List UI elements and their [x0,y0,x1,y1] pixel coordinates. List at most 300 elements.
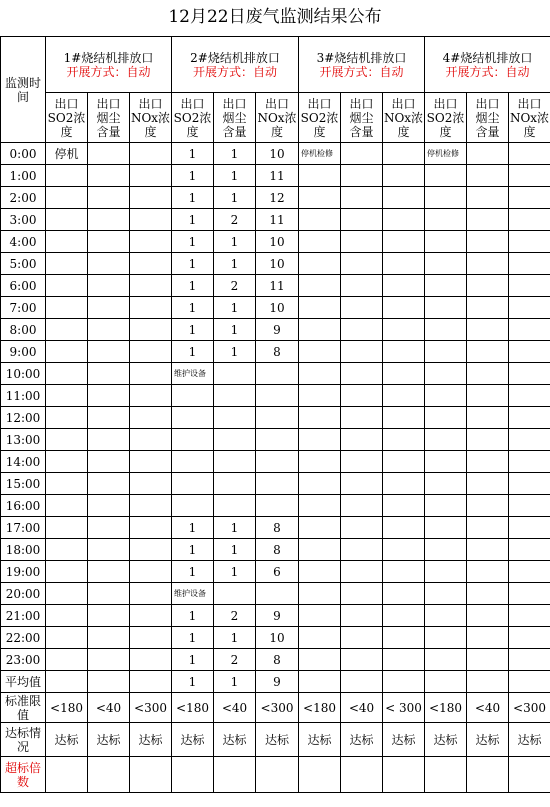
value-cell [425,297,467,319]
value-cell [383,253,425,275]
value-cell [509,517,550,539]
value-cell [299,605,341,627]
value-cell [299,363,341,385]
value-cell: 1 [214,671,256,693]
value-cell: 1 [172,627,214,649]
value-cell [383,561,425,583]
value-cell [509,473,550,495]
value-cell [467,143,509,165]
value-cell: <40 [214,693,256,723]
value-cell [299,517,341,539]
value-cell [341,473,383,495]
value-cell [299,757,341,793]
value-cell [46,165,88,187]
param-header-row [1,93,550,143]
value-cell [130,561,172,583]
value-cell [130,407,172,429]
table-row [1,385,550,407]
value-cell [46,649,88,671]
value-cell: <180 [46,693,88,723]
time-cell: 9:00 [1,341,46,363]
table-row [1,297,550,319]
value-cell [46,539,88,561]
value-cell [88,561,130,583]
value-cell [467,407,509,429]
table-row [1,209,550,231]
value-cell [467,165,509,187]
param-label: NOx浓 [383,110,424,125]
time-cell: 3:00 [1,209,46,231]
value-cell [467,605,509,627]
value-cell [509,757,550,793]
device-header-1 [46,37,172,93]
value-cell [299,451,341,473]
value-cell: 10 [256,143,299,165]
value-cell [299,165,341,187]
value-cell [46,385,88,407]
value-cell [46,209,88,231]
value-cell [46,495,88,517]
param-label: 出口 [475,96,500,111]
value-cell [88,275,130,297]
value-cell [88,341,130,363]
value-cell [46,757,88,793]
value-cell [509,143,550,165]
so2-header [46,93,88,143]
time-cell: 16:00 [1,495,46,517]
value-cell: 达标 [341,723,383,757]
value-cell [214,407,256,429]
value-cell [383,517,425,539]
value-cell [88,473,130,495]
value-cell [425,385,467,407]
value-cell [383,165,425,187]
value-cell [299,275,341,297]
value-cell [299,473,341,495]
value-cell [467,341,509,363]
value-cell [88,297,130,319]
value-cell: 11 [256,165,299,187]
param-label: 含量 [222,124,247,139]
value-cell [425,363,467,385]
value-cell [509,605,550,627]
value-cell: 达标 [467,723,509,757]
device-name: 3#烧结机排放口 [316,50,407,65]
value-cell [130,341,172,363]
table-row [1,143,550,165]
value-cell [467,649,509,671]
param-label: SO2浓度 [173,110,212,139]
value-cell [383,757,425,793]
value-cell [299,253,341,275]
value-cell [299,627,341,649]
value-cell: <300 [509,693,550,723]
value-cell [256,473,299,495]
value-cell [509,451,550,473]
param-label: 烟尘 [475,110,500,125]
value-cell [299,319,341,341]
value-cell [425,495,467,517]
time-cell: 17:00 [1,517,46,539]
value-cell [130,451,172,473]
table-row [1,473,550,495]
value-cell: 1 [172,671,214,693]
value-cell: <40 [341,693,383,723]
value-cell [214,757,256,793]
value-cell [509,253,550,275]
value-cell [383,341,425,363]
value-cell [130,143,172,165]
value-cell [299,209,341,231]
value-cell [172,451,214,473]
value-cell: 达标 [256,723,299,757]
value-cell [88,583,130,605]
value-cell [341,627,383,649]
value-cell [88,517,130,539]
value-cell [88,385,130,407]
param-label: 出口 [433,96,458,111]
value-cell [341,385,383,407]
value-cell [130,495,172,517]
value-cell: 1 [172,165,214,187]
value-cell [425,561,467,583]
value-cell [46,583,88,605]
value-cell [509,187,550,209]
dust-header [214,93,256,143]
value-cell [46,341,88,363]
time-cell: 平均值 [1,671,46,693]
table-row [1,253,550,275]
nox-header [383,93,425,143]
table-row [1,627,550,649]
device-header-2 [172,37,299,93]
time-cell: 5:00 [1,253,46,275]
value-cell [46,407,88,429]
nox-header [130,93,172,143]
value-cell [425,757,467,793]
time-cell: 15:00 [1,473,46,495]
value-cell [172,385,214,407]
value-cell: <40 [467,693,509,723]
value-cell [383,385,425,407]
value-cell [299,187,341,209]
value-cell: 1 [214,319,256,341]
value-cell: 9 [256,671,299,693]
value-cell: 1 [214,539,256,561]
value-cell [299,341,341,363]
value-cell [383,407,425,429]
value-cell [425,341,467,363]
value-cell [341,275,383,297]
value-cell [130,209,172,231]
value-cell [88,495,130,517]
value-cell [383,209,425,231]
value-cell: <40 [88,693,130,723]
table-row [1,363,550,385]
value-cell: 11 [256,209,299,231]
table-row [1,231,550,253]
table-row [1,539,550,561]
time-cell: 22:00 [1,627,46,649]
nox-header [509,93,550,143]
value-cell [130,605,172,627]
value-cell [341,429,383,451]
value-cell [509,319,550,341]
table-row [1,429,550,451]
value-cell: 1 [172,297,214,319]
value-cell [425,275,467,297]
value-cell [46,319,88,341]
value-cell [130,275,172,297]
value-cell [509,231,550,253]
value-cell [467,757,509,793]
value-cell [467,253,509,275]
value-cell [383,429,425,451]
value-cell [425,583,467,605]
value-cell [341,561,383,583]
value-cell [509,561,550,583]
value-cell [509,539,550,561]
value-cell [509,495,550,517]
value-cell [46,627,88,649]
value-cell [299,385,341,407]
value-cell [509,583,550,605]
time-cell: 2:00 [1,187,46,209]
exceed-row-label: 超标倍数 [1,757,46,793]
value-cell: 1 [214,341,256,363]
value-cell [214,451,256,473]
value-cell [383,583,425,605]
dust-header [341,93,383,143]
dust-header [88,93,130,143]
value-cell [425,671,467,693]
param-label: 出口 [517,96,542,111]
nox-header [256,93,299,143]
value-cell [256,407,299,429]
value-cell [341,363,383,385]
time-cell: 8:00 [1,319,46,341]
value-cell: 8 [256,649,299,671]
table-row [1,451,550,473]
time-cell: 11:00 [1,385,46,407]
value-cell [383,231,425,253]
param-label: 烟尘 [96,110,121,125]
value-cell [46,473,88,495]
value-cell [383,187,425,209]
value-cell [214,583,256,605]
value-cell: 6 [256,561,299,583]
table-row [1,275,550,297]
param-label: 含量 [475,124,500,139]
table-row [1,187,550,209]
value-cell: 1 [172,605,214,627]
device-mode: 开展方式：自动 [192,64,277,79]
value-cell [172,495,214,517]
param-label: 出口 [180,96,205,111]
time-cell: 1:00 [1,165,46,187]
value-cell: 10 [256,297,299,319]
value-cell: 维护设备 [172,583,214,605]
compliance-row-label: 达标情况 [1,723,46,757]
value-cell: 2 [214,275,256,297]
value-cell [425,231,467,253]
value-cell [256,757,299,793]
value-cell [299,649,341,671]
value-cell [46,275,88,297]
value-cell [509,627,550,649]
value-cell [299,429,341,451]
table-row [1,583,550,605]
value-cell [467,385,509,407]
value-cell [425,451,467,473]
value-cell [425,605,467,627]
value-cell [425,209,467,231]
value-cell [256,363,299,385]
value-cell [214,495,256,517]
value-cell: <300 [256,693,299,723]
value-cell [46,297,88,319]
value-cell: <180 [425,693,467,723]
time-cell: 4:00 [1,231,46,253]
row-header: 监测时间 [4,75,41,104]
value-cell [425,407,467,429]
so2-header [172,93,214,143]
value-cell: 8 [256,539,299,561]
value-cell: 2 [214,209,256,231]
value-cell [88,539,130,561]
value-cell [299,407,341,429]
value-cell [425,165,467,187]
value-cell: 8 [256,517,299,539]
value-cell [130,165,172,187]
value-cell [88,429,130,451]
value-cell [425,429,467,451]
value-cell: 达标 [130,723,172,757]
value-cell [46,561,88,583]
value-cell [46,253,88,275]
exceed-row [1,757,550,793]
value-cell [256,495,299,517]
value-cell [509,165,550,187]
value-cell: <300 [130,693,172,723]
value-cell: 10 [256,253,299,275]
value-cell: <180 [299,693,341,723]
table-row [1,165,550,187]
param-label: SO2浓度 [426,110,465,139]
value-cell [383,539,425,561]
value-cell [88,209,130,231]
param-label: 出口 [391,96,416,111]
value-cell [383,473,425,495]
time-cell: 10:00 [1,363,46,385]
value-cell: 达标 [214,723,256,757]
value-cell: 1 [172,319,214,341]
value-cell [467,187,509,209]
value-cell: 1 [214,143,256,165]
value-cell [130,297,172,319]
value-cell: 1 [172,275,214,297]
value-cell [214,385,256,407]
std-limit-row-label: 标准限值 [1,693,46,723]
param-label: 含量 [96,124,121,139]
param-label: 度 [144,124,157,139]
value-cell [467,671,509,693]
table-row [1,605,550,627]
std-limit-row [1,693,550,723]
value-cell: 9 [256,605,299,627]
value-cell: 达标 [172,723,214,757]
value-cell [341,757,383,793]
value-cell [425,253,467,275]
value-cell: 1 [172,649,214,671]
value-cell [214,429,256,451]
value-cell: 11 [256,275,299,297]
value-cell: 1 [214,627,256,649]
param-label: 烟尘 [349,110,374,125]
value-cell [299,583,341,605]
value-cell: 1 [172,187,214,209]
value-cell [172,407,214,429]
time-cell: 18:00 [1,539,46,561]
time-cell: 12:00 [1,407,46,429]
value-cell: 1 [214,561,256,583]
value-cell: 1 [214,517,256,539]
time-cell: 20:00 [1,583,46,605]
value-cell [467,583,509,605]
value-cell [467,319,509,341]
compliance-row [1,723,550,757]
value-cell [88,649,130,671]
value-cell [130,363,172,385]
value-cell [46,517,88,539]
value-cell [299,671,341,693]
param-label: 含量 [349,124,374,139]
value-cell: 维护设备 [172,363,214,385]
value-cell [509,649,550,671]
value-cell: 1 [214,187,256,209]
value-cell [509,385,550,407]
param-label: SO2浓度 [47,110,86,139]
value-cell [130,539,172,561]
value-cell: < 300 [383,693,425,723]
value-cell [467,429,509,451]
param-label: 出口 [96,96,121,111]
value-cell [467,363,509,385]
value-cell: 停机 [46,143,88,165]
value-cell [383,275,425,297]
value-cell [509,341,550,363]
value-cell: 1 [172,143,214,165]
param-label: NOx浓 [130,110,171,125]
value-cell: 1 [214,165,256,187]
device-name: 4#烧结机排放口 [442,50,533,65]
device-mode: 开展方式：自动 [445,64,530,79]
so2-header [299,93,341,143]
value-cell: 1 [172,517,214,539]
value-cell [425,517,467,539]
value-cell: 达标 [425,723,467,757]
value-cell [88,231,130,253]
value-cell [467,539,509,561]
value-cell [214,473,256,495]
value-cell [341,649,383,671]
value-cell [172,473,214,495]
emission-table [0,36,550,793]
param-label: 度 [523,124,536,139]
value-cell: 停机检修 [425,143,467,165]
device-name: 2#烧结机排放口 [190,50,280,65]
value-cell [467,451,509,473]
